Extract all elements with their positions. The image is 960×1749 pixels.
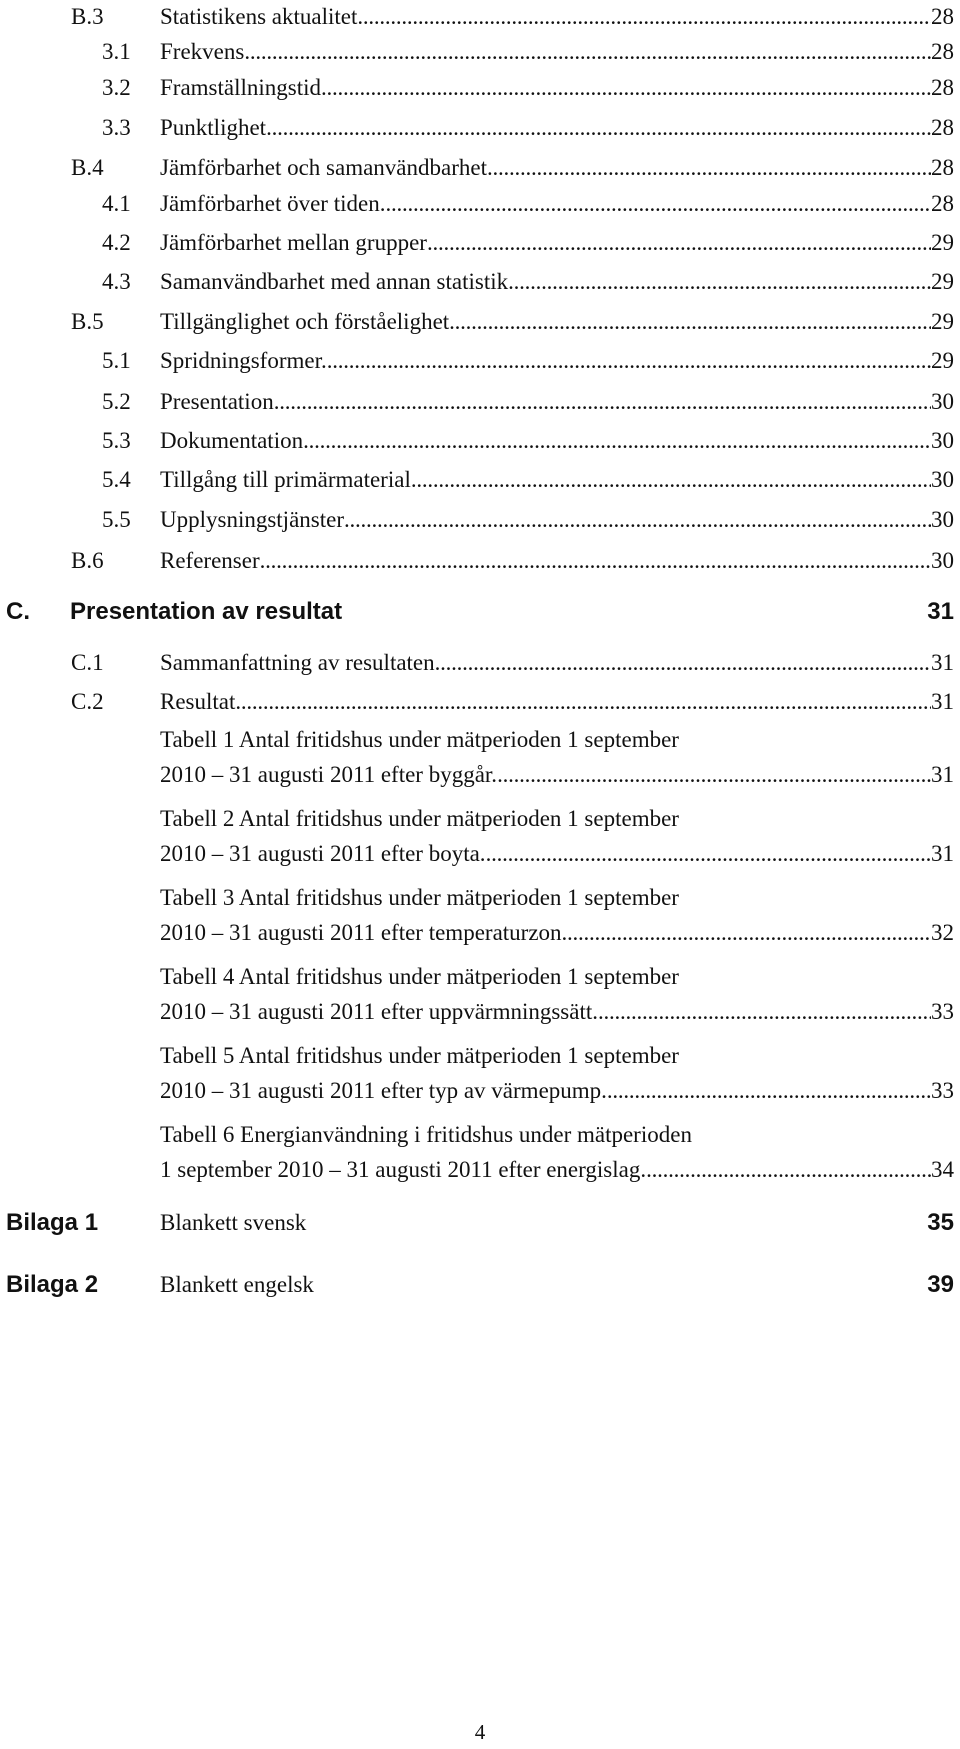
toc-page-number: 29	[931, 348, 954, 373]
toc-row[interactable]	[0, 187, 960, 221]
section-number: C.	[6, 598, 30, 625]
toc-page-number: 32	[931, 920, 954, 945]
leader-dots	[411, 463, 931, 497]
leader-dots	[327, 344, 931, 378]
toc-page-number: 33	[931, 999, 954, 1024]
table-caption-line2-row	[160, 1074, 954, 1108]
toc-number: 5.5	[102, 507, 131, 532]
toc-page-number: 29	[931, 230, 954, 255]
toc-section-heading[interactable]	[0, 592, 960, 632]
toc-row[interactable]	[0, 463, 960, 497]
toc-entry	[160, 0, 954, 34]
leader-dots	[266, 111, 931, 145]
toc-entry	[160, 544, 954, 578]
table-caption-line1: Tabell 3 Antal fritidshus under mätperioden 1 september	[160, 885, 679, 910]
leader-dots	[562, 916, 931, 950]
toc-number: B.5	[71, 309, 104, 334]
toc-row[interactable]	[0, 71, 960, 105]
toc-entry	[160, 226, 954, 260]
table-caption-line2-row	[160, 916, 954, 950]
toc-entry	[160, 424, 954, 458]
toc-row[interactable]	[0, 424, 960, 458]
toc-entry	[160, 35, 954, 69]
toc-page-number: 33	[931, 1078, 954, 1103]
toc-number: C.1	[71, 650, 104, 675]
toc-row[interactable]	[0, 385, 960, 419]
toc-label: Jämförbarhet mellan grupper	[160, 230, 427, 255]
leader-dots	[497, 758, 931, 792]
leader-dots	[598, 995, 931, 1029]
leader-dots	[321, 71, 931, 105]
toc-label: Tillgänglighet och förståelighet	[160, 309, 450, 334]
toc-entry	[160, 463, 954, 497]
toc-page-number: 28	[931, 4, 954, 29]
toc-row[interactable]	[0, 0, 960, 34]
table-caption-line1: Tabell 1 Antal fritidshus under mätperioden 1 september	[160, 727, 679, 752]
table-caption-line2-row	[160, 837, 954, 871]
toc-number: 5.3	[102, 428, 131, 453]
toc-row[interactable]	[0, 503, 960, 537]
toc-row[interactable]	[0, 344, 960, 378]
leader-dots	[260, 544, 931, 578]
toc-label: Frekvens	[160, 39, 245, 64]
toc-label: Framställningstid	[160, 75, 321, 100]
toc-label: Statistikens aktualitet	[160, 4, 358, 29]
table-caption-line2: 2010 – 31 augusti 2011 efter boyta.	[160, 841, 486, 866]
leader-dots	[487, 151, 931, 185]
toc-row[interactable]	[0, 35, 960, 69]
table-caption-line2: 2010 – 31 augusti 2011 efter temperaturzon	[160, 920, 562, 945]
toc-page-number: 29	[931, 269, 954, 294]
leader-dots	[357, 0, 931, 34]
toc-entry	[160, 385, 954, 419]
toc-page-number: 31	[931, 841, 954, 866]
toc-row[interactable]	[0, 226, 960, 260]
leader-dots	[646, 1153, 931, 1187]
toc-number: 5.4	[102, 467, 131, 492]
toc-page-number: 28	[931, 155, 954, 180]
leader-dots	[344, 503, 931, 537]
toc-number: B.3	[71, 4, 104, 29]
table-caption-line2-row	[160, 758, 954, 792]
toc-label: Dokumentation	[160, 428, 304, 453]
toc-page-number: 28	[931, 115, 954, 140]
toc-number: 4.2	[102, 230, 131, 255]
toc-label: Referenser	[160, 548, 260, 573]
table-caption-line1: Tabell 5 Antal fritidshus under mätperioden 1 september	[160, 1043, 679, 1068]
toc-appendix-row[interactable]	[0, 1203, 960, 1243]
toc-row[interactable]	[0, 646, 960, 680]
toc-entry	[160, 111, 954, 145]
leader-dots	[435, 646, 931, 680]
table-caption-line2: 2010 – 31 augusti 2011 efter byggår.	[160, 762, 498, 787]
toc-page-number: 30	[931, 507, 954, 532]
toc-row[interactable]	[0, 111, 960, 145]
toc-number: B.4	[71, 155, 104, 180]
appendix-page-number: 39	[927, 1271, 954, 1298]
toc-entry	[160, 187, 954, 221]
toc-entry	[160, 646, 954, 680]
toc-label: Sammanfattning av resultaten	[160, 650, 435, 675]
toc-page-number: 31	[931, 650, 954, 675]
toc-label: Jämförbarhet och samanvändbarhet	[160, 155, 487, 180]
toc-page-number: 28	[931, 191, 954, 216]
section-page-number: 31	[927, 598, 954, 625]
toc-row[interactable]	[0, 685, 960, 719]
appendix-number: Bilaga 2	[6, 1271, 99, 1298]
toc-table-entry[interactable]	[160, 1118, 954, 1188]
toc-table-entry[interactable]	[160, 1039, 954, 1109]
leader-dots	[486, 837, 931, 871]
toc-table-entry[interactable]	[160, 802, 954, 872]
leader-dots	[607, 1074, 931, 1108]
toc-entry	[160, 503, 954, 537]
toc-page-number: 31	[931, 762, 954, 787]
toc-table-entry[interactable]	[160, 723, 954, 793]
table-caption-line2: 2010 – 31 augusti 2011 efter uppvärmningssätt.	[160, 999, 598, 1024]
toc-table-entry[interactable]	[160, 960, 954, 1030]
toc-label: Spridningsformer.	[160, 348, 327, 373]
toc-entry	[160, 305, 954, 339]
toc-page-number: 34	[931, 1157, 954, 1182]
appendix-number: Bilaga 1	[6, 1209, 99, 1236]
toc-number: 5.2	[102, 389, 131, 414]
toc-number: 4.1	[102, 191, 131, 216]
toc-number: 5.1	[102, 348, 131, 373]
table-caption-line1: Tabell 4 Antal fritidshus under mätperioden 1 september	[160, 964, 679, 989]
leader-dots	[508, 265, 931, 299]
toc-row[interactable]	[0, 305, 960, 339]
toc-number: 3.3	[102, 115, 131, 140]
toc-entry	[160, 151, 954, 185]
toc-entry	[160, 265, 954, 299]
toc-row[interactable]	[0, 265, 960, 299]
leader-dots	[244, 35, 931, 69]
toc-label: Resultat	[160, 689, 236, 714]
toc-number: B.6	[71, 548, 104, 573]
table-caption-line2: 1 september 2010 – 31 augusti 2011 efter energislag.	[160, 1157, 647, 1182]
toc-page-number: 28	[931, 39, 954, 64]
toc-entry	[160, 344, 954, 378]
toc-number: 3.2	[102, 75, 131, 100]
toc-number: C.2	[71, 689, 104, 714]
appendix-title: Blankett engelsk	[160, 1272, 314, 1297]
toc-row[interactable]	[0, 544, 960, 578]
toc-entry	[160, 71, 954, 105]
leader-dots	[427, 226, 931, 260]
toc-page-number: 29	[931, 309, 954, 334]
table-caption-line2-row	[160, 1153, 954, 1187]
toc-label: Upplysningstjänster	[160, 507, 344, 532]
toc-number: 3.1	[102, 39, 131, 64]
appendix-title: Blankett svensk	[160, 1210, 307, 1235]
section-title: Presentation av resultat	[70, 598, 343, 625]
toc-page-number: 28	[931, 75, 954, 100]
toc-number: 4.3	[102, 269, 131, 294]
toc-label: Presentation	[160, 389, 274, 414]
toc-page-number: 30	[931, 428, 954, 453]
table-caption-line1: Tabell 2 Antal fritidshus under mätperioden 1 september	[160, 806, 679, 831]
toc-row[interactable]	[0, 151, 960, 185]
toc-label: Tillgång till primärmaterial	[160, 467, 411, 492]
leader-dots	[274, 385, 931, 419]
leader-dots	[235, 685, 931, 719]
toc-table-entry[interactable]	[160, 881, 954, 951]
footer-page-number: 4	[474, 1720, 486, 1744]
toc-label: Jämförbarhet över tiden.	[160, 191, 386, 216]
leader-dots	[385, 187, 931, 221]
toc-appendix-row[interactable]	[0, 1265, 960, 1305]
toc-page-number: 31	[931, 689, 954, 714]
toc-page-number: 30	[931, 548, 954, 573]
table-caption-line2-row	[160, 995, 954, 1029]
table-caption-line1: Tabell 6 Energianvändning i fritidshus under mätperioden	[160, 1122, 692, 1147]
leader-dots	[303, 424, 931, 458]
toc-label: Punktlighet	[160, 115, 267, 140]
table-caption-line2: 2010 – 31 augusti 2011 efter typ av värmepump.	[160, 1078, 607, 1103]
toc-entry	[160, 685, 954, 719]
appendix-page-number: 35	[927, 1209, 954, 1236]
toc-page-number: 30	[931, 389, 954, 414]
toc-label: Samanvändbarhet med annan statistik	[160, 269, 509, 294]
toc-page-number: 30	[931, 467, 954, 492]
leader-dots	[449, 305, 931, 339]
